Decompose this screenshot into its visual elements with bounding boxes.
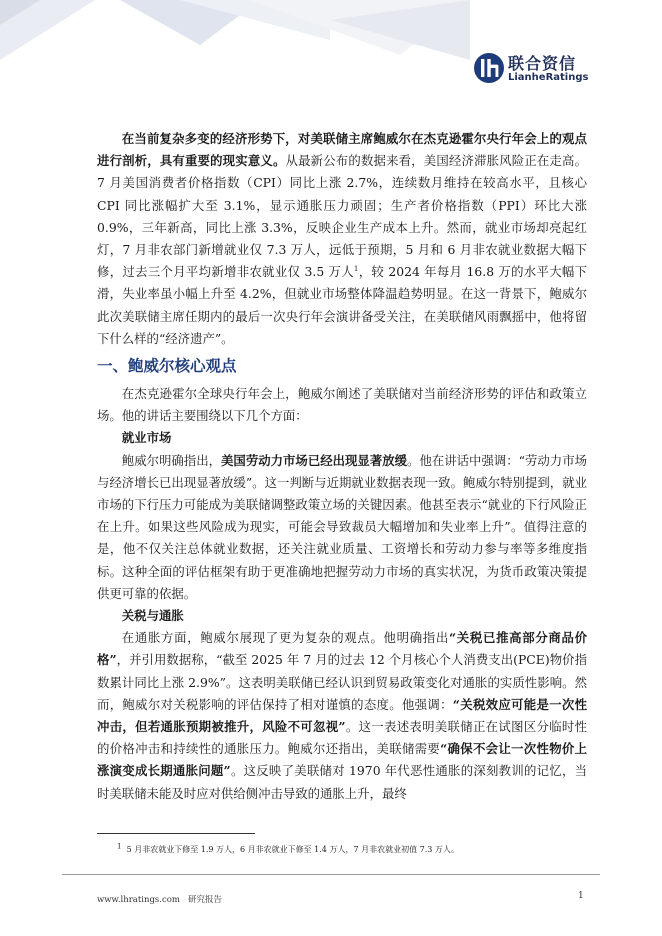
footer-label: 研究报告 <box>188 895 223 905</box>
footnote-ref[interactable]: 1 <box>353 265 359 274</box>
subsection-title-tariffs: 关税与通胀 <box>121 608 184 624</box>
subsection-title-employment: 就业市场 <box>121 430 172 446</box>
section-intro: 在杰克逊霍尔全球央行年会上，鲍威尔阐述了美联储对当前经济形势的评估和政策立场。他的讲话主要围绕以下几个方面： <box>97 386 587 424</box>
tariff-text-a: 在通胀方面，鲍威尔展现了更为复杂的观点。他明确指出 <box>121 630 449 646</box>
brand-logo <box>473 50 593 90</box>
report-body <box>97 128 587 805</box>
tariff-bold-3: “确保不会让一次性物价上涨演变成长期通胀问题” <box>97 741 587 779</box>
footer-divider <box>62 874 600 875</box>
brand-name-en: LianheRatings <box>508 72 589 83</box>
page-number: 1 <box>578 891 584 901</box>
footer-left <box>97 893 222 905</box>
footnote <box>117 844 459 855</box>
footnote-mark: 1 <box>117 842 122 851</box>
intro-bold-lead: 在当前复杂多变的经济形势下，对美联储主席鲍威尔在杰克逊霍尔央行年会上的观点进行剖析，具有重要的现实意义。 <box>97 131 587 169</box>
tariff-text-e: 。这一表述表明美联储正在试图区分临时性的价格冲击和持续性的通胀压力。鲍威尔还指出，美联储需要 <box>97 719 587 757</box>
lianhe-logo-icon <box>473 52 505 84</box>
tariff-paragraph <box>97 627 587 805</box>
employment-bold: 美国劳动力市场已经出现显著放缓 <box>221 452 408 468</box>
intro-paragraph <box>97 128 587 350</box>
employment-text-c: 。他在讲话中强调：“劳动力市场与经济增长已出现显著放缓”。这一判断与近期就业数据表现一致。鲍威尔特别提到，就业市场的下行压力可能成为美联储调整政策立场的关键因素。他甚至表示“就业的下行风险正在上升。如果这些风险成为现实，可能会导致裁员大幅增加和失业率上升”。值得注意的是，他不仅关注总体就业数据，还关注就业质量、工资增长和劳动力参与率等多维度指标。这种全面的评估框架有助于更准确地把握劳动力市场的真实状况，为货币政策决策提供更可靠的依据。 <box>97 452 588 601</box>
tariff-bold-1: “关税已推高部分商品价格” <box>97 630 587 668</box>
tariff-text-c: ，并引用数据称，“截至 2025 年 7 月的过去 12 个月核心个人消费支出(PCE)物价指数累计同比上涨 2.9%”。这表明美联储已经认识到贸易政策变化对通胀的实质性影响。然而，鲍威尔对关税影响的评估保持了相对谨慎的态度。他强调： <box>97 652 587 712</box>
brand-name-cn: 联合资信 <box>508 54 577 73</box>
employment-text-a: 鲍威尔明确指出， <box>121 452 222 468</box>
tariff-text-g: 。这反映了美联储对 1970 年代恶性通胀的深刻教训的记忆，当时美联储未能及时应对供给侧冲击导致的通胀上升，最终 <box>97 763 587 801</box>
tariff-bold-2: “关税效应可能是一次性冲击，但若通胀预期被推升，风险不可忽视” <box>97 696 587 735</box>
intro-text-b: ，较 2024 年每月 16.8 万的水平大幅下滑，失业率虽小幅上升至 4.2%，但就业市场整体降温趋势明显。在这一背景下，鲍威尔此次美联储主席任期内的最后一次央行年会演讲备受关注，在美联储风雨飘摇中，他将留下什么样的“经济遗产”。 <box>97 264 587 346</box>
footer-site-link[interactable]: www.lhratings.com <box>97 895 180 905</box>
section-heading: 一、鲍威尔核心观点 <box>97 357 237 376</box>
intro-text-a: 从最新公布的数据来看，美国经济滞胀风险正在走高。7 月美国消费者价格指数（CPI）同比上涨 2.7%，连续数月维持在较高水平，且核心 CPI 同比涨幅扩大至 3.1%，显示通胀压力顽固；生产者价格指数（PPI）环比大涨 0.9%，三年新高，同比上涨 3.3%，反映企业生产成本上升。然而，就业市场却亮起红灯，7 月非农部门新增就业仅 7.3 万人，远低于预期，5 月和 6 月非农就业数据大幅下修，过去三个月平均新增非农就业仅 3.5 万人 <box>97 153 588 280</box>
employment-paragraph <box>97 450 587 605</box>
footnote-divider <box>97 833 255 834</box>
footnote-text: 5 月非农就业下修至 1.9 万人，6 月非农就业下修至 1.4 万人，7 月非农就业初值 7.3 万人。 <box>126 845 459 854</box>
